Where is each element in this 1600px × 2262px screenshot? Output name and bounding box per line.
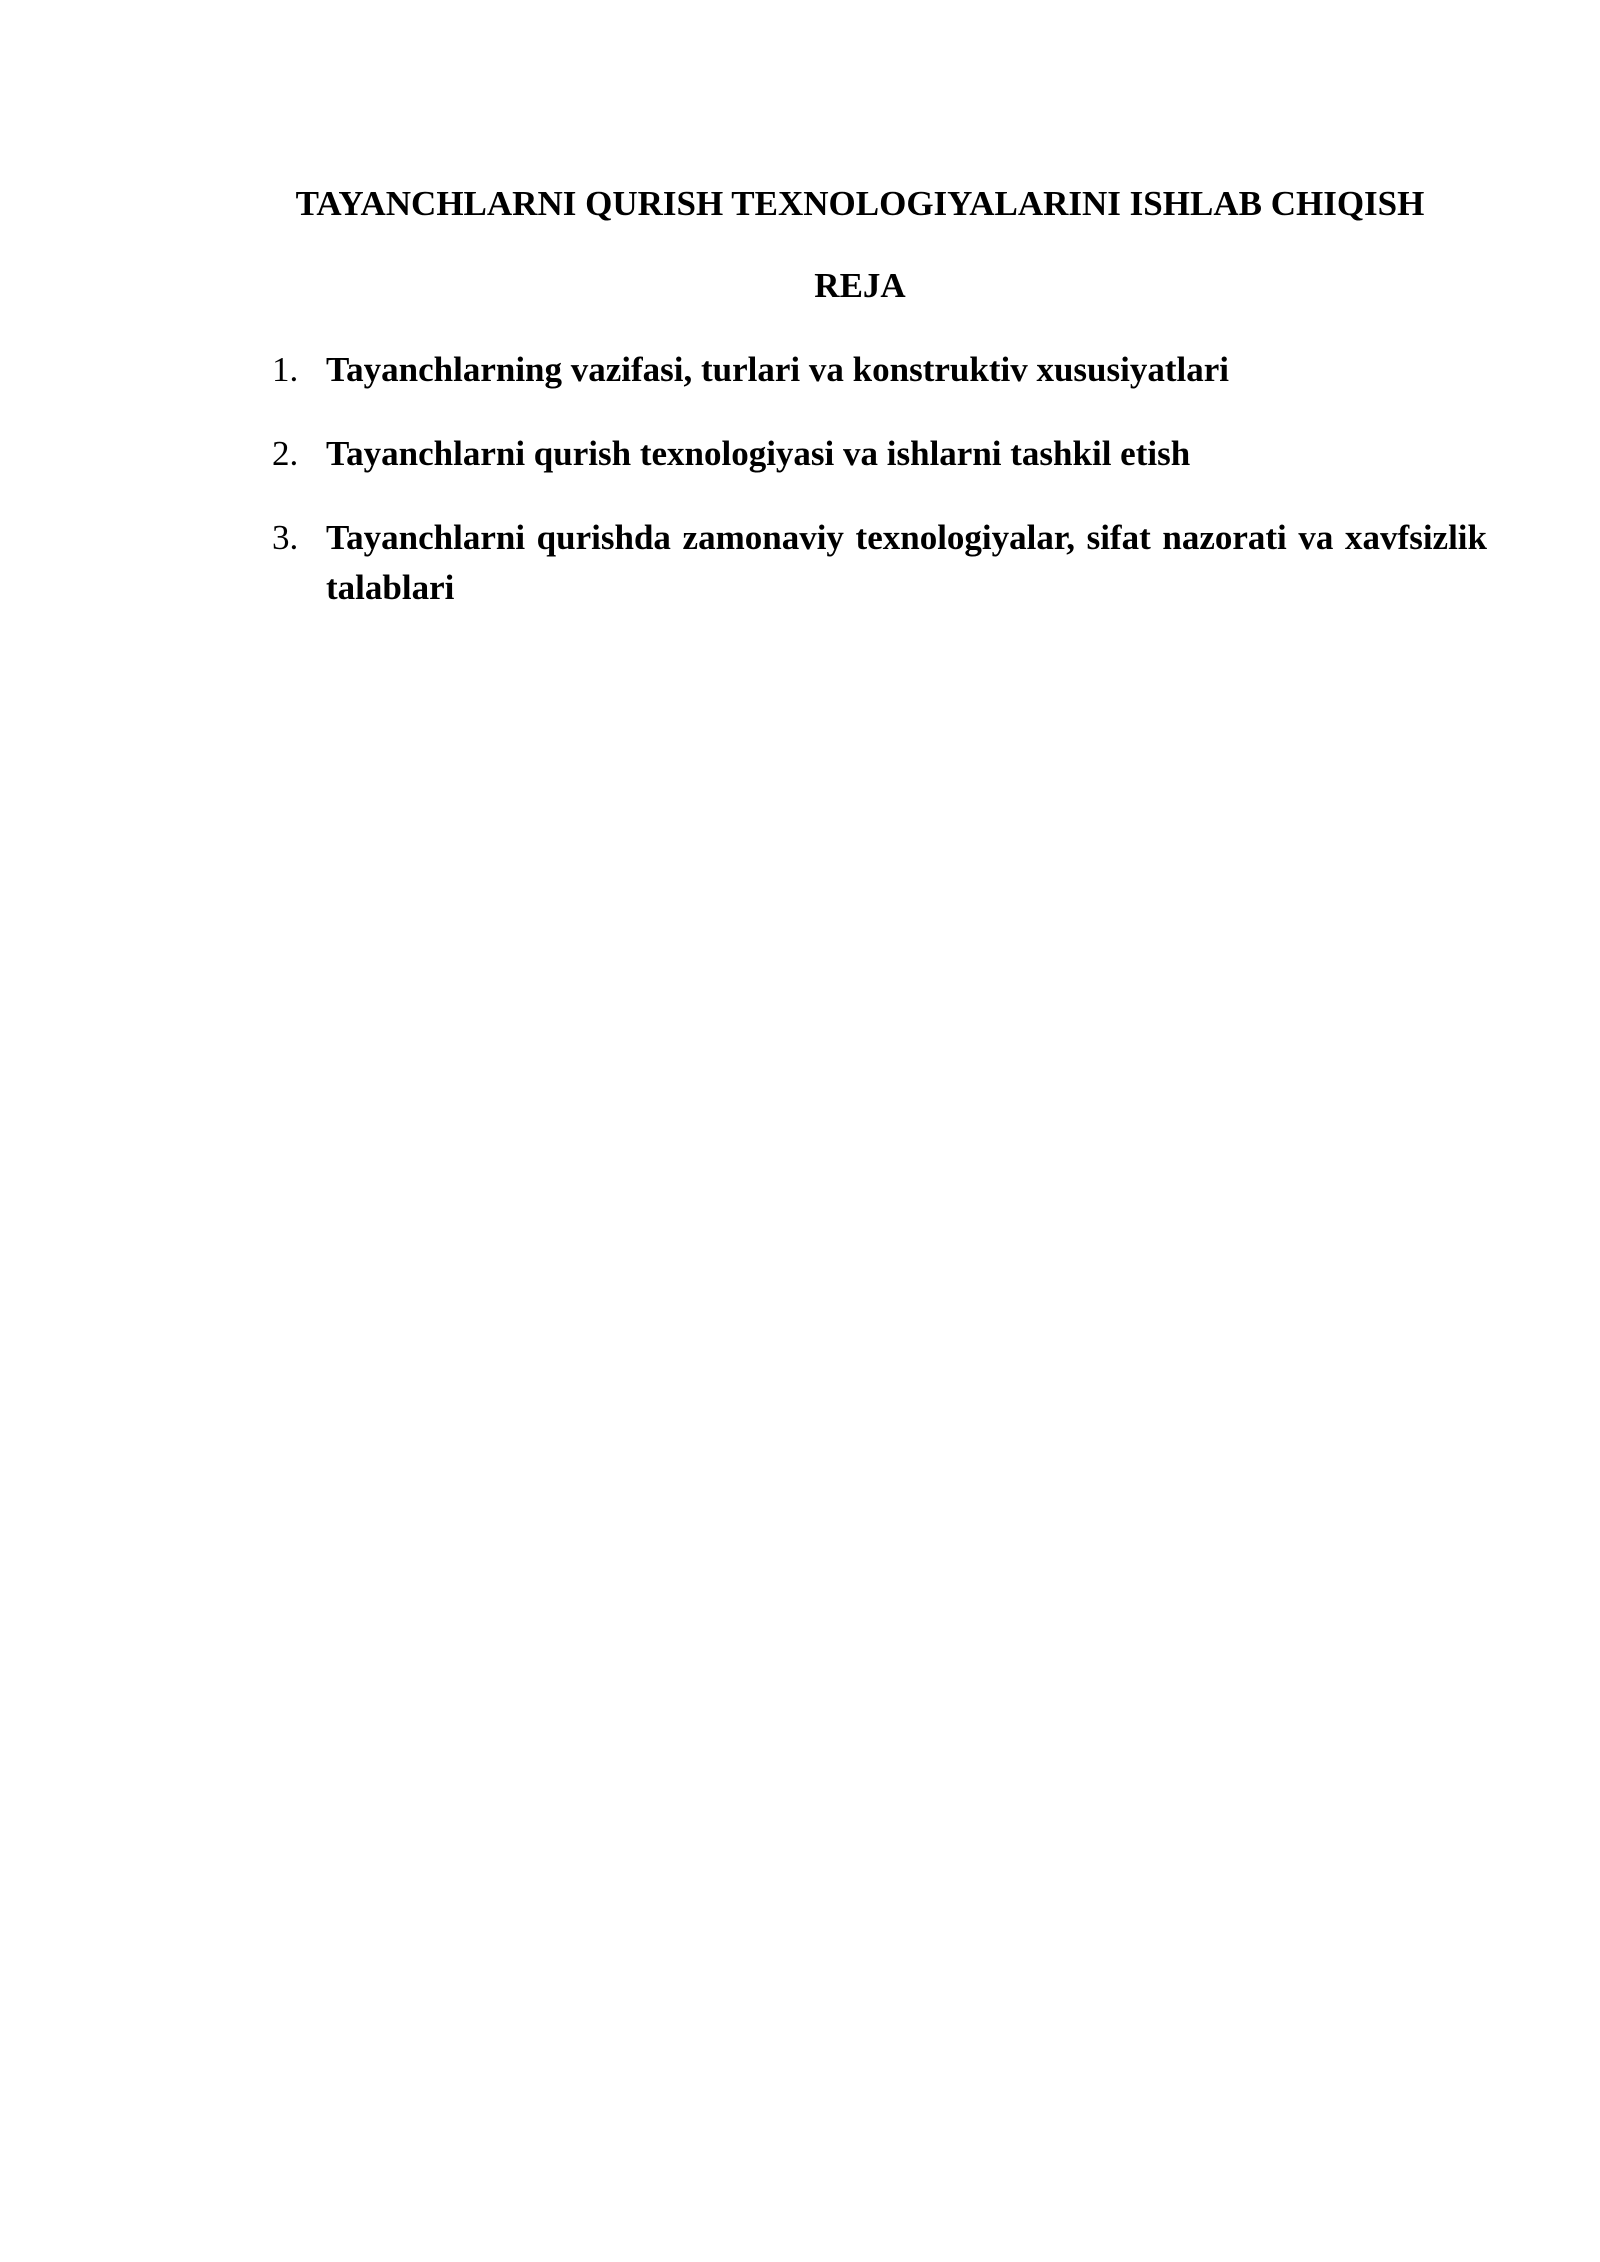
plan-item-number: 1.	[272, 350, 299, 389]
plan-item-2	[272, 429, 1487, 479]
plan-heading: REJA	[814, 266, 906, 305]
document-title: TAYANCHLARNI QURISH TEXNOLOGIYALARINI ISHLAB CHIQISH	[295, 184, 1425, 223]
plan-item-text: Tayanchlarni qurishda zamonaviy texnologiyalar, sifat nazorati va xavfsizlik talablari	[326, 518, 1487, 607]
plan-item-3	[272, 513, 1487, 613]
plan-item-text: Tayanchlarni qurish texnologiyasi va ishlarni tashkil etish	[326, 434, 1191, 473]
plan-item-number: 3.	[272, 518, 299, 557]
plan-item-text: Tayanchlarning vazifasi, turlari va konstruktiv xususiyatlari	[326, 350, 1229, 389]
plan-item-number: 2.	[272, 434, 299, 473]
plan-list	[272, 345, 1487, 647]
plan-item-1	[272, 345, 1487, 395]
